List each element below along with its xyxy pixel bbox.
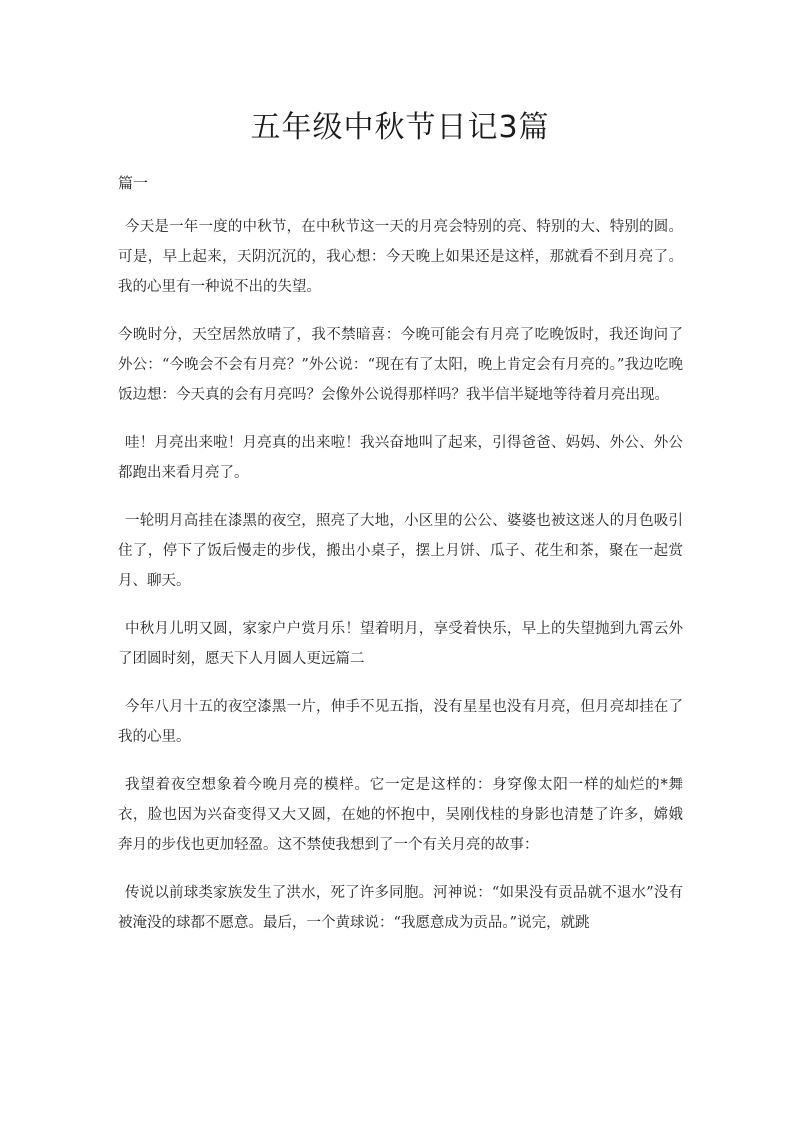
- section-label: 篇一: [118, 174, 149, 192]
- paragraph: 一轮明月高挂在漆黑的夜空，照亮了大地，小区里的公公、婆婆也被这迷人的月色吸引住了，停下了饭后慢走的步伐，搬出小桌子，摆上月饼、瓜子、花生和茶，聚在一起赏月、聊天。: [118, 513, 683, 589]
- paragraph: 今天是一年一度的中秋节，在中秋节这一天的月亮会特别的亮、特别的大、特别的圆。可是，早上起来，天阴沉沉的，我心想：今天晚上如果还是这样，那就看不到月亮了。我的心里有一种说不出的失望。: [118, 219, 683, 295]
- paragraph: 我望着夜空想象着今晚月亮的模样。它一定是这样的：身穿像太阳一样的灿烂的*舞衣，脸也因为兴奋变得又大又圆，在她的怀抱中，吴刚伐桂的身影也清楚了许多，嫦娥奔月的步伐也更加轻盈。这不禁使我想到了一个有关月亮的故事：: [118, 777, 683, 853]
- paragraph: 今晚时分，天空居然放晴了，我不禁暗喜：今晚可能会有月亮了吃晚饭时，我还询问了外公：“今晚会不会有月亮？”外公说：“现在有了太阳，晚上肯定会有月亮的。”我边吃晚饭边想：今天真的会有月亮吗？会像外公说得那样吗？我半信半疑地等待着月亮出现。: [118, 327, 683, 403]
- document-body: [118, 212, 683, 956]
- paragraph: 哇！月亮出来啦！月亮真的出来啦！我兴奋地叫了起来，引得爸爸、妈妈、外公、外公都跑出来看月亮了。: [118, 435, 683, 481]
- document-title: 五年级中秋节日记3篇: [250, 110, 550, 145]
- paragraph: 传说以前球类家族发生了洪水，死了许多同胞。河神说：“如果没有贡品就不退水”没有被淹没的球都不愿意。最后，一个黄球说：“我愿意成为贡品。”说完，就跳: [118, 885, 683, 931]
- paragraph: 今年八月十五的夜空漆黑一片，伸手不见五指，没有星星也没有月亮，但月亮却挂在了我的心里。: [118, 699, 683, 745]
- paragraph: 中秋月儿明又圆，家家户户赏月乐！望着明月，享受着快乐，早上的失望抛到九霄云外了团圆时刻，愿天下人月圆人更远篇二: [118, 621, 683, 667]
